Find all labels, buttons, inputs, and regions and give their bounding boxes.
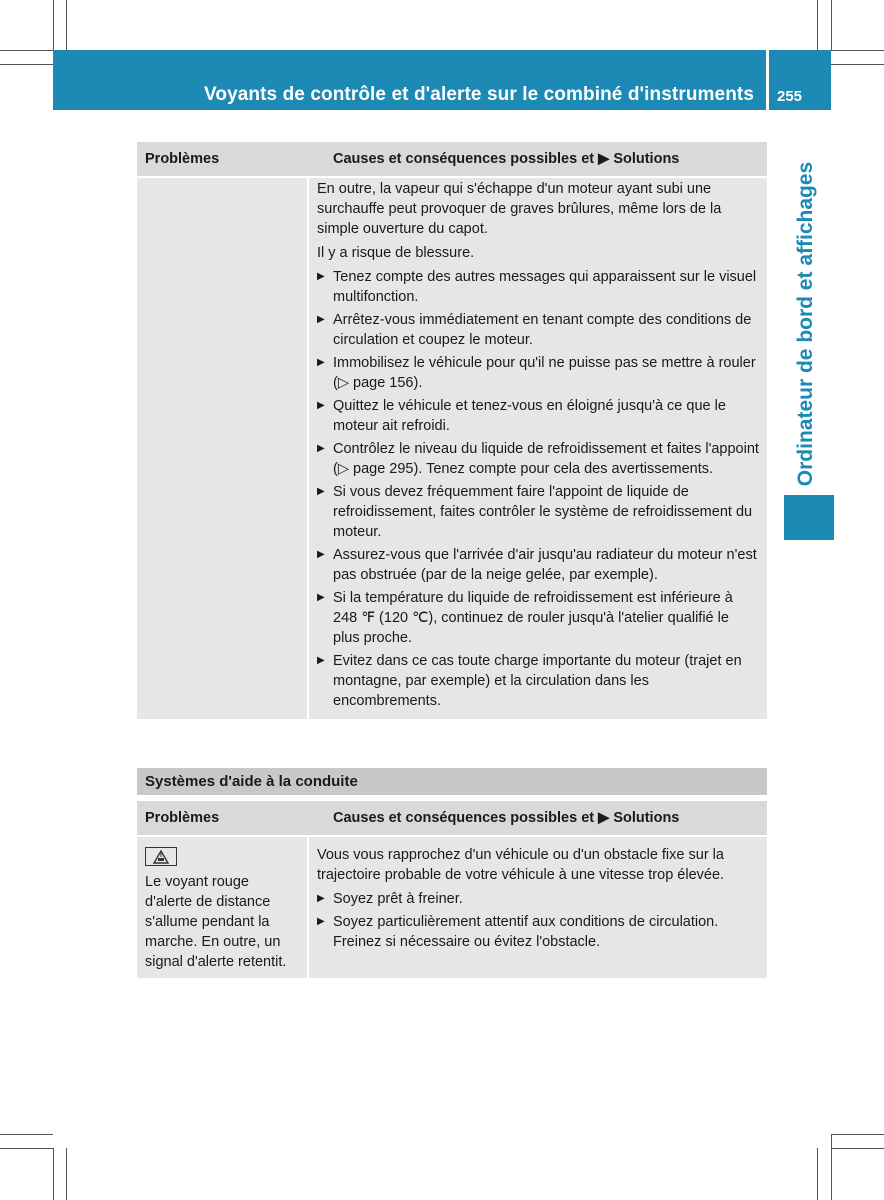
bullet-arrow-icon: ▶ (317, 655, 325, 666)
section-title: Systèmes d'aide à la conduite (145, 773, 358, 790)
crop-mark (53, 0, 54, 50)
crop-mark (0, 1148, 53, 1149)
solution-step (317, 482, 759, 542)
page-number: 255 (777, 88, 803, 105)
crop-mark (831, 50, 884, 51)
problem-cell (137, 837, 309, 978)
solution-step-text: Quittez le véhicule et tenez-vous en éloigné jusqu'à ce que le moteur ait refroidi. (333, 398, 726, 434)
section-title-bar (137, 768, 767, 795)
bullet-arrow-icon: ▶ (317, 549, 325, 560)
solution-step-text: Tenez compte des autres messages qui apparaissent sur le visuel multifonction. (333, 269, 757, 305)
crop-mark (66, 1148, 67, 1200)
distance-warning-icon-glyph (153, 850, 169, 864)
warning-paragraph: Il y a risque de blessure. (317, 245, 475, 261)
bullet-arrow-icon: ▶ (317, 314, 325, 325)
crop-mark (831, 1134, 832, 1200)
solutions-cell (309, 837, 767, 978)
solutions-cell (309, 178, 767, 719)
problem-description: Le voyant rouge d'alerte de distance s'allume pendant la marche. En outre, un signal d'alerte retentit. (145, 874, 287, 970)
crop-mark (817, 0, 818, 50)
solution-step-text: Assurez-vous que l'arrivée d'air jusqu'au radiateur du moteur n'est pas obstruée (par de la neige gelée, par exemple). (333, 547, 757, 583)
crop-mark (831, 1134, 884, 1135)
solution-step-text: Si la température du liquide de refroidissement est inférieure à 248 ℉ (120 ℃), continuez de rouler jusqu'à l'atelier qualifié le plus proche. (333, 590, 733, 646)
bullet-arrow-icon: ▶ (317, 486, 325, 497)
section-side-title: Ordinateur de bord et affichages (794, 161, 817, 487)
warning-paragraph: En outre, la vapeur qui s'échappe d'un moteur ayant subi une surchauffe peut provoquer de graves brûlures, même lors de la simple ouverture du capot. (317, 181, 722, 237)
bullet-arrow-icon: ▶ (317, 400, 325, 411)
crop-mark (831, 0, 832, 50)
bullet-arrow-icon: ▶ (317, 893, 325, 904)
crop-mark (0, 64, 53, 65)
solution-step-text: Immobilisez le véhicule pour qu'il ne puisse pas se mettre à rouler (▷ page 156). (333, 355, 756, 391)
col-header-causes: Causes et conséquences possibles et ▶ Solutions (333, 810, 680, 826)
bullet-arrow-icon: ▶ (317, 443, 325, 454)
solution-step (317, 588, 759, 648)
section-tab-marker (784, 495, 834, 540)
cause-paragraph: Vous vous rapprochez d'un véhicule ou d'un obstacle fixe sur la trajectoire probable de votre véhicule à une vitesse trop élevée. (317, 847, 725, 883)
problems-table-2 (137, 801, 767, 978)
table-row (137, 176, 767, 719)
bullet-arrow-icon: ▶ (317, 357, 325, 368)
solution-step (317, 396, 759, 436)
solution-step (317, 267, 759, 307)
solution-step (317, 439, 759, 479)
page-title: Voyants de contrôle et d'alerte sur le combiné d'instruments (204, 84, 754, 105)
col-header-problems: Problèmes (145, 810, 220, 826)
solution-step (317, 545, 759, 585)
table-header-row (137, 801, 767, 835)
solution-step (317, 912, 759, 952)
solution-step (317, 889, 759, 909)
solution-step-text: Soyez prêt à freiner. (333, 891, 463, 907)
crop-mark (831, 64, 884, 65)
bullet-arrow-icon: ▶ (317, 916, 325, 927)
crop-mark (0, 50, 53, 51)
solution-step (317, 310, 759, 350)
solution-step-text: Contrôlez le niveau du liquide de refroidissement et faites l'appoint (▷ page 295). Tenez compte pour cela des avertissements. (333, 441, 759, 477)
col-header-problems: Problèmes (145, 151, 220, 167)
crop-mark (817, 1148, 818, 1200)
solution-step-text: Arrêtez-vous immédiatement en tenant compte des conditions de circulation et coupez le moteur. (333, 312, 752, 348)
crop-mark (66, 0, 67, 50)
problems-table-1 (137, 142, 767, 719)
header-band (53, 50, 766, 110)
table-row (137, 835, 767, 978)
solution-step (317, 651, 759, 711)
solution-step-text: Evitez dans ce cas toute charge importante du moteur (trajet en montagne, par exemple) et la circulation dans les encombrements. (333, 653, 742, 709)
solution-step-text: Soyez particulièrement attentif aux conditions de circulation. Freinez si nécessaire ou évitez l'obstacle. (333, 914, 719, 950)
crop-mark (53, 1148, 54, 1200)
distance-warning-icon (145, 847, 177, 866)
crop-mark (831, 1148, 884, 1149)
bullet-arrow-icon: ▶ (317, 592, 325, 603)
bullet-arrow-icon: ▶ (317, 271, 325, 282)
crop-mark (0, 1134, 53, 1135)
solution-step (317, 353, 759, 393)
table-header-row (137, 142, 767, 176)
col-header-causes: Causes et conséquences possibles et ▶ Solutions (333, 151, 680, 167)
solution-step-text: Si vous devez fréquemment faire l'appoint de liquide de refroidissement, faites contrôler le système de refroidissement du moteur. (333, 484, 753, 540)
page-number-band (769, 50, 831, 110)
problem-cell-empty (137, 178, 309, 719)
